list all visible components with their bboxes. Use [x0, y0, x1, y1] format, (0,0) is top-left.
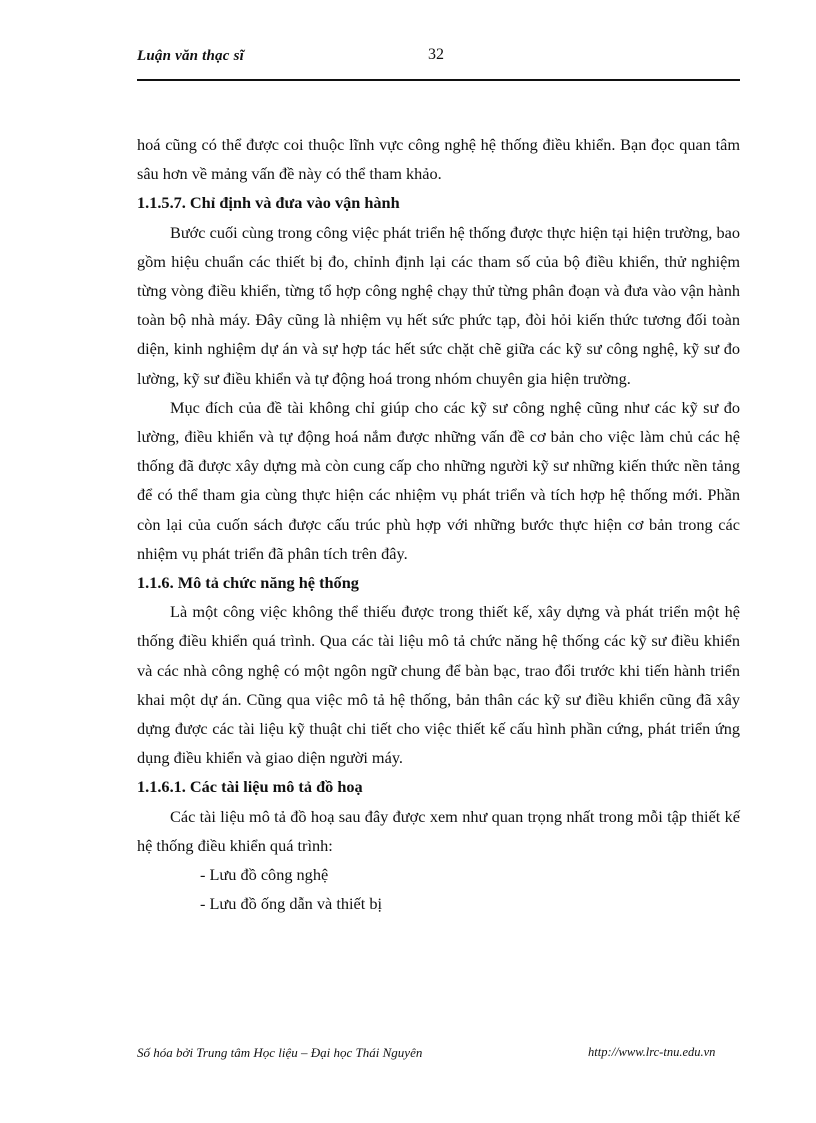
- section-heading-1-1-6-1: 1.1.6.1. Các tài liệu mô tả đồ hoạ: [137, 777, 363, 797]
- page-body: [137, 130, 740, 918]
- paragraph: Bước cuối cùng trong công việc phát triển hệ thống được thực hiện tại hiện trường, bao gồm hiệu chuẩn các thiết bị đo, chỉnh định lại các tham số của bộ điều khiển, thử nghiệm từng vòng điều khiển, từng tổ hợp công nghệ chạy thử từng phân đoạn và đưa vào vận hành toàn bộ nhà máy. Đây cũng là nhiệm vụ hết sức phức tạp, đòi hỏi kiến thức tương đối toàn diện, kinh nghiệm dự án và sự hợp tác hết sức chặt chẽ giữa các kỹ sư công nghệ, kỹ sư đo lường, kỹ sư điều khiển và tự động hoá trong nhóm chuyên gia hiện trường.: [137, 222, 740, 388]
- section-heading-1-1-6: 1.1.6. Mô tả chức năng hệ thống: [137, 573, 359, 593]
- footer-source: Số hóa bởi Trung tâm Học liệu – Đại học Thái Nguyên: [137, 1045, 423, 1060]
- list-item: - Lưu đồ công nghệ: [200, 865, 329, 885]
- header-divider: [137, 79, 740, 81]
- paragraph: Các tài liệu mô tả đồ hoạ sau đây được xem như quan trọng nhất trong mỗi tập thiết kế hệ thống điều khiển quá trình:: [137, 806, 740, 855]
- paragraph: Mục đích của đề tài không chỉ giúp cho các kỹ sư công nghệ cũng như các kỹ sư đo lường, điều khiển và tự động hoá nắm được những vấn đề cơ bản cho việc làm chủ các hệ thống đã được xây dựng mà còn cung cấp cho những người kỹ sư những kiến thức nền tảng để có thể tham gia cùng thực hiện các nhiệm vụ phát triển và tích hợp hệ thống mới. Phần còn lại của cuốn sách được cấu trúc phù hợp với những bước thực hiện cơ bản trong các nhiệm vụ phát triển đã phân tích trên đây.: [137, 397, 740, 563]
- paragraph: Là một công việc không thể thiếu được trong thiết kế, xây dựng và phát triển một hệ thống điều khiển quá trình. Qua các tài liệu mô tả chức năng hệ thống các kỹ sư điều khiển và các nhà công nghệ có một ngôn ngữ chung để bàn bạc, trao đổi trước khi tiến hành triển khai một dự án. Cũng qua việc mô tả hệ thống, bản thân các kỹ sư điều khiển cũng đã xây dựng được các tài liệu kỹ thuật chi tiết cho việc thiết kế cấu hình phần cứng, phát triển ứng dụng điều khiển và giao diện người máy.: [137, 602, 740, 768]
- list-item: - Lưu đồ ống dẫn và thiết bị: [200, 894, 383, 914]
- paragraph: hoá cũng có thể được coi thuộc lĩnh vực công nghệ hệ thống điều khiển. Bạn đọc quan tâm sâu hơn về mảng vấn đề này có thể tham khảo.: [137, 135, 740, 184]
- page-number: 32: [428, 46, 444, 63]
- footer-url: http://www.lrc-tnu.edu.vn: [588, 1045, 716, 1059]
- section-heading-1-1-5-7: 1.1.5.7. Chỉ định và đưa vào vận hành: [137, 193, 400, 213]
- header-title: Luận văn thạc sĩ: [137, 48, 244, 64]
